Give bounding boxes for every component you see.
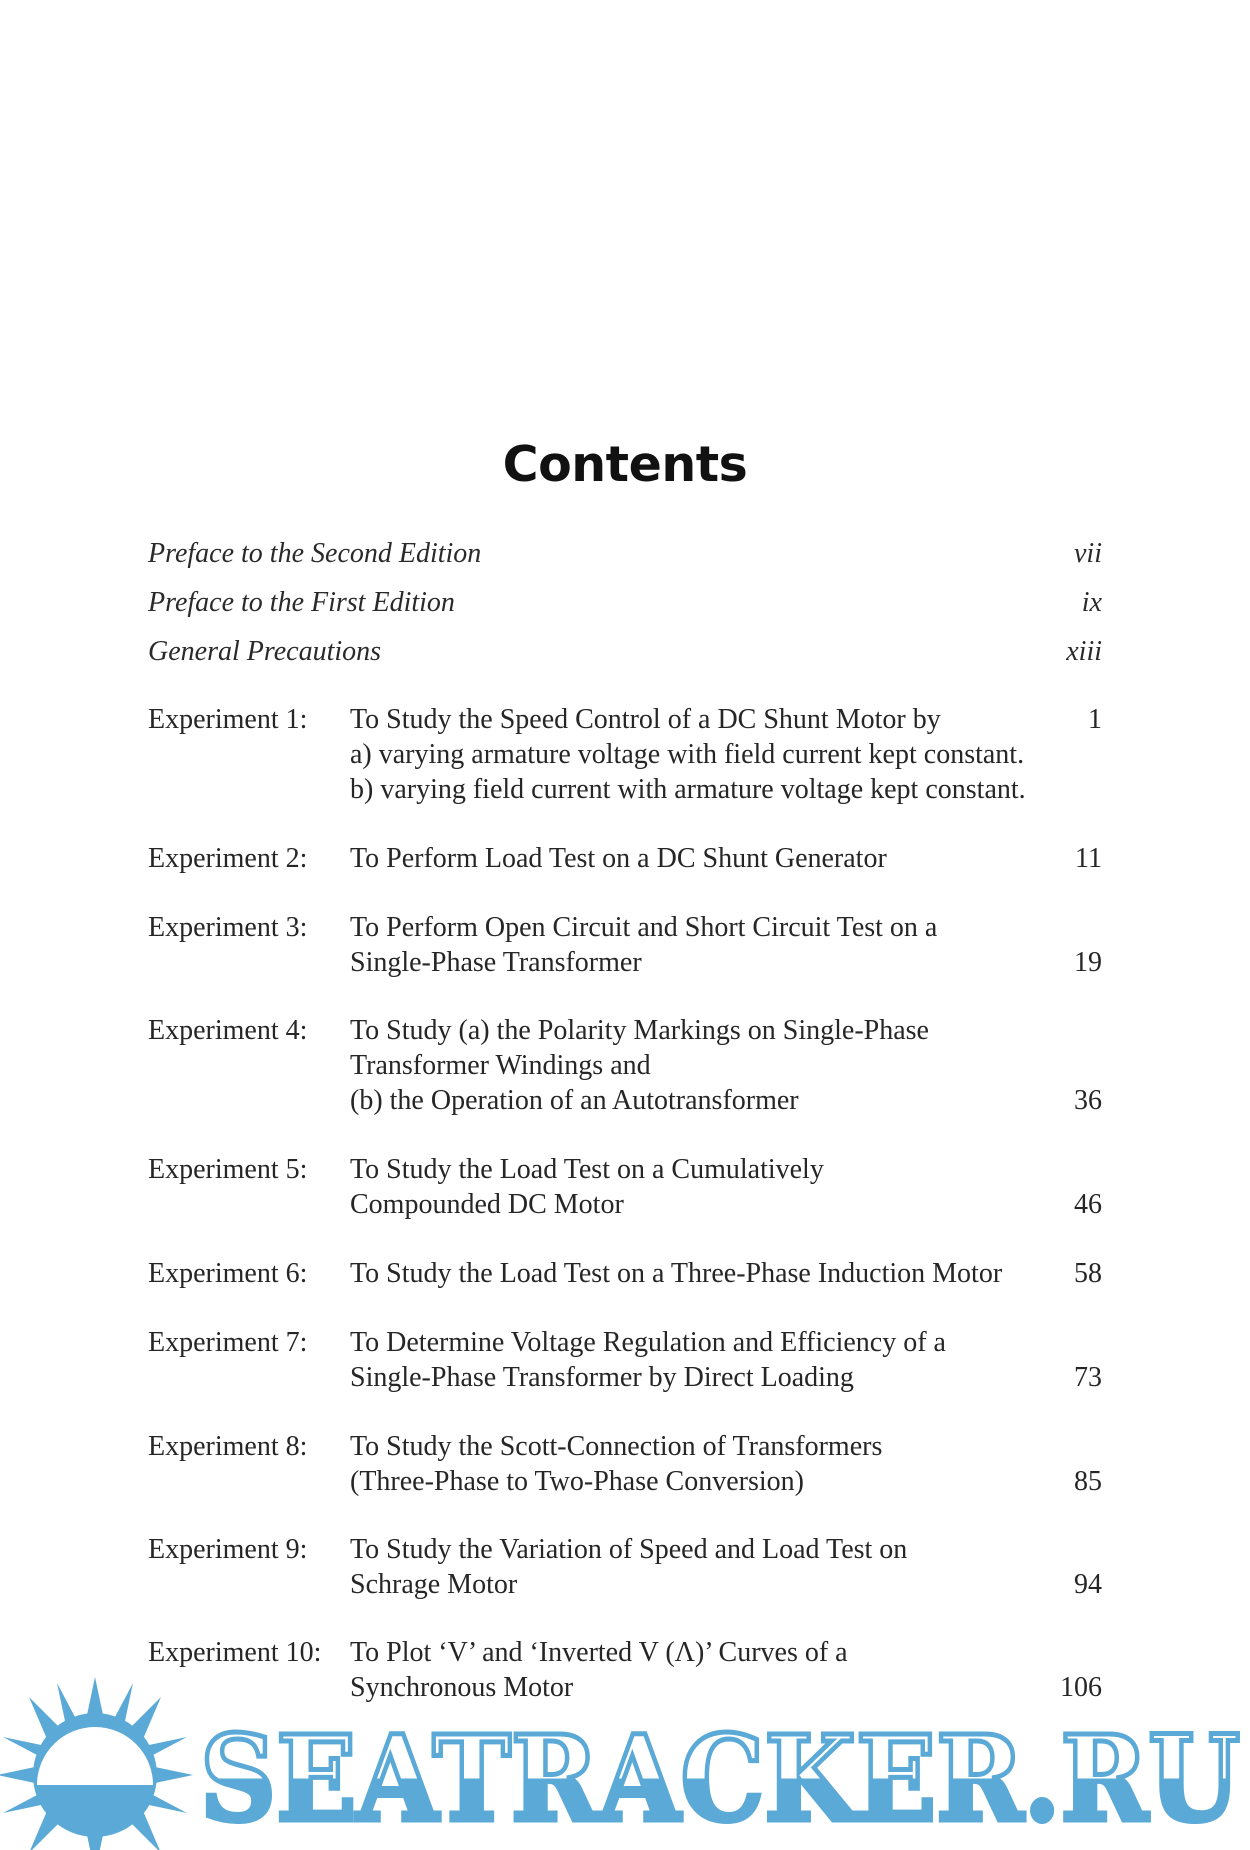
experiment-title xyxy=(350,841,887,876)
sun-burst-icon xyxy=(0,1677,193,1850)
experiment-label: Experiment 4: xyxy=(148,1015,308,1046)
experiment-title xyxy=(350,1013,929,1118)
experiment-page: 1 xyxy=(1088,704,1102,735)
front-matter-entry[interactable] xyxy=(148,538,1102,584)
experiment-title xyxy=(350,1256,1002,1291)
experiment-title xyxy=(350,1532,907,1602)
experiment-entry[interactable] xyxy=(148,841,1102,877)
title-line: To Study the Variation of Speed and Load Test on xyxy=(350,1534,908,1565)
experiment-entry[interactable] xyxy=(148,1429,1102,1500)
experiment-page: 94 xyxy=(1074,1569,1102,1600)
title-line: Single-Phase Transformer xyxy=(350,947,642,978)
experiment-entry[interactable] xyxy=(148,1325,1102,1396)
experiment-title xyxy=(350,910,937,980)
title-line: (Three-Phase to Two-Phase Conversion) xyxy=(350,1466,804,1497)
experiment-title xyxy=(350,1152,824,1222)
experiment-label: Experiment 10: xyxy=(148,1637,322,1668)
experiment-page: 46 xyxy=(1074,1189,1102,1220)
experiment-label: Experiment 8: xyxy=(148,1431,308,1462)
experiment-page: 106 xyxy=(1060,1672,1102,1703)
title-line: To Study the Speed Control of a DC Shunt Motor by xyxy=(350,704,941,735)
title-line: Schrage Motor xyxy=(350,1569,518,1600)
experiment-entry[interactable] xyxy=(148,1532,1102,1603)
experiment-entry[interactable] xyxy=(148,1152,1102,1223)
title-line: Synchronous Motor xyxy=(350,1672,574,1703)
title-line: Transformer Windings and xyxy=(350,1050,651,1081)
title-line: To Study (a) the Polarity Markings on Single-Phase xyxy=(350,1015,929,1046)
experiment-page: 58 xyxy=(1074,1258,1102,1289)
title-line: Compounded DC Motor xyxy=(350,1189,624,1220)
experiment-label: Experiment 3: xyxy=(148,912,308,943)
title-line: To Study the Load Test on a Cumulatively xyxy=(350,1154,824,1185)
page-title: Contents xyxy=(502,436,748,493)
experiment-title xyxy=(350,1325,946,1395)
front-matter-entry[interactable] xyxy=(148,587,1102,633)
title-line: To Study the Load Test on a Three-Phase Induction Motor xyxy=(350,1258,1003,1289)
experiment-entry[interactable] xyxy=(148,1013,1102,1119)
experiment-entry[interactable] xyxy=(148,1256,1102,1292)
experiment-page: 73 xyxy=(1074,1362,1102,1393)
title-line: b) varying field current with armature voltage kept constant. xyxy=(350,774,1026,805)
experiment-label: Experiment 5: xyxy=(148,1154,308,1185)
title-line: To Perform Load Test on a DC Shunt Generator xyxy=(350,843,887,874)
entry-page: vii xyxy=(1074,538,1102,569)
title-line: To Study the Scott-Connection of Transformers xyxy=(350,1431,883,1462)
title-line: To Plot ‘V’ and ‘Inverted V (Λ)’ Curves of a xyxy=(350,1637,848,1668)
experiment-page: 36 xyxy=(1074,1085,1102,1116)
experiment-label: Experiment 6: xyxy=(148,1258,308,1289)
experiment-title xyxy=(350,702,1026,807)
title-line: a) varying armature voltage with field current kept constant. xyxy=(350,739,1025,770)
title-line: (b) the Operation of an Autotransformer xyxy=(350,1085,799,1116)
experiment-title xyxy=(350,1429,882,1499)
entry-label: General Precautions xyxy=(148,636,382,667)
experiment-label: Experiment 9: xyxy=(148,1534,308,1565)
watermark-logo xyxy=(0,1670,1250,1850)
experiment-page: 19 xyxy=(1074,947,1102,978)
experiment-entry[interactable] xyxy=(148,702,1102,808)
entry-page: xiii xyxy=(1066,636,1102,667)
front-matter-entry[interactable] xyxy=(148,636,1102,682)
experiment-label: Experiment 1: xyxy=(148,704,308,735)
experiment-label: Experiment 2: xyxy=(148,843,308,874)
experiment-page: 11 xyxy=(1075,843,1102,874)
title-line: To Determine Voltage Regulation and Efficiency of a xyxy=(350,1327,946,1358)
title-line: To Perform Open Circuit and Short Circuit Test on a xyxy=(350,912,938,943)
entry-label: Preface to the First Edition xyxy=(148,587,455,618)
watermark-text: SEATRACKER.RU xyxy=(200,1709,1240,1848)
entry-label: Preface to the Second Edition xyxy=(148,538,482,569)
title-line: Single-Phase Transformer by Direct Loading xyxy=(350,1362,854,1393)
entry-page: ix xyxy=(1081,587,1102,618)
experiment-page: 85 xyxy=(1074,1466,1102,1497)
experiment-entry[interactable] xyxy=(148,910,1102,981)
experiment-label: Experiment 7: xyxy=(148,1327,308,1358)
